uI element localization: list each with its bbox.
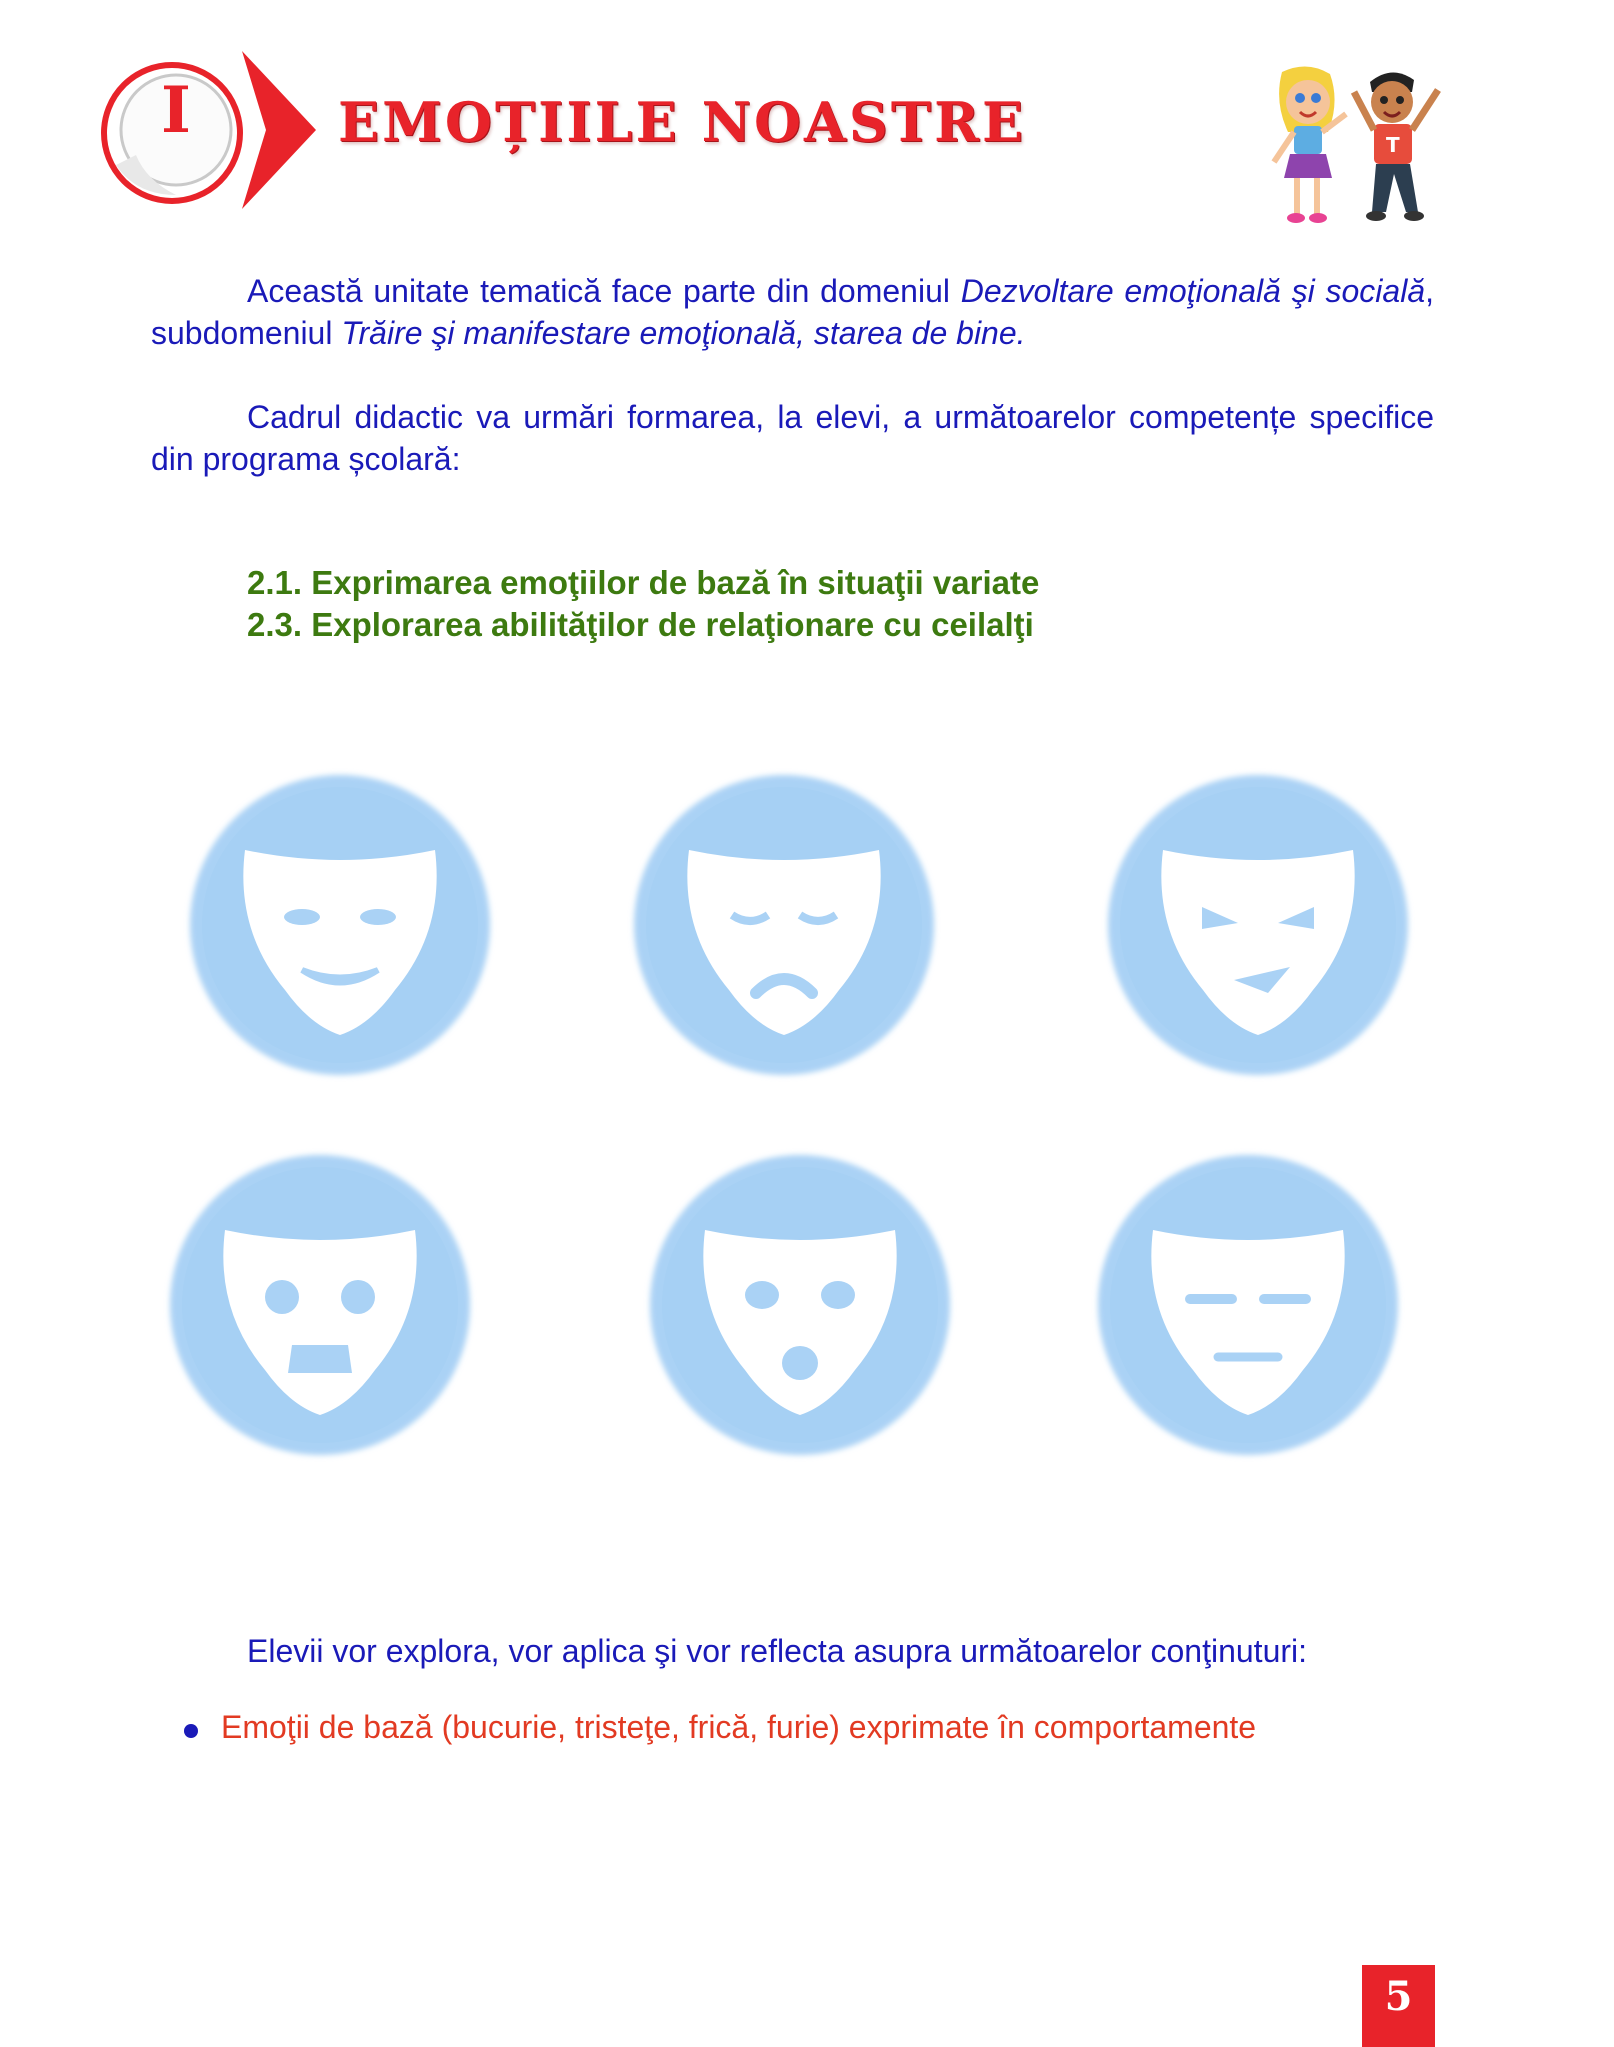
angry-mask-icon (1108, 775, 1408, 1075)
neutral-mask-icon (1098, 1155, 1398, 1455)
competence-item: 2.3. Explorarea abilităţilor de relaţionare cu ceilalţi (247, 606, 1034, 643)
contents-lead: Elevii vor explora, vor aplica şi vor reflecta asupra următoarelor conţinuturi: (247, 1633, 1308, 1669)
intro-paragraph-1: Această unitate tematică face parte din domeniul Dezvoltare emoţională şi socială, subdomeniul Trăire şi manifestare emoţională, starea de bine. (151, 273, 1435, 351)
kids-illustration (1262, 62, 1462, 230)
unit-title: EMOȚIILE NOASTRE (338, 90, 1027, 154)
unit-number: I (161, 73, 191, 148)
emotion-masks-grid (150, 760, 1460, 1480)
unit-badge (96, 45, 346, 215)
competence-item: 2.1. Exprimarea emoţiilor de bază în situaţii variate (247, 564, 1040, 601)
intro-paragraph-2: Cadrul didactic va urmări formarea, la elevi, a următoarelor competențe specifice din programa școlară: (151, 399, 1434, 477)
shocked-mask-icon (650, 1155, 950, 1455)
happy-mask-icon (190, 775, 490, 1075)
surprised-mask-icon (170, 1155, 470, 1455)
contents-item: Emoţii de bază (bucurie, tristeţe, frică, furie) exprimate în comportamente (221, 1709, 1257, 1745)
page-number: 5 (1362, 1965, 1435, 2047)
sad-mask-icon (634, 775, 934, 1075)
bullet-icon (184, 1724, 198, 1738)
svg-text:T: T (1386, 133, 1400, 157)
